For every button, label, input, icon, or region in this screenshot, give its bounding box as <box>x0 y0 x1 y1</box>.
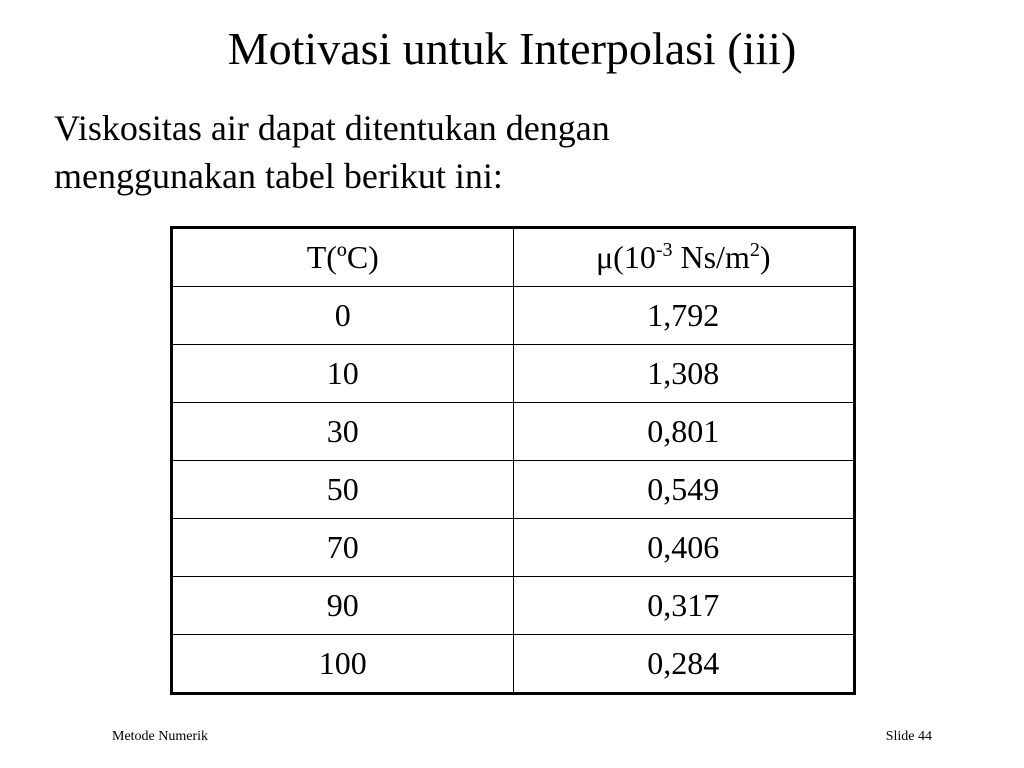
body-text <box>54 104 814 200</box>
table-row <box>172 287 855 345</box>
cell-viscosity: 1,308 <box>513 345 855 403</box>
cell-temperature: 100 <box>172 635 514 694</box>
cell-temperature: 90 <box>172 577 514 635</box>
header-viscosity-prefix: μ(10 <box>596 239 656 275</box>
table-row <box>172 403 855 461</box>
cell-viscosity: 0,284 <box>513 635 855 694</box>
cell-temperature: 0 <box>172 287 514 345</box>
table-row <box>172 577 855 635</box>
footer-course-name: Metode Numerik <box>112 729 209 744</box>
header-viscosity-unit-exponent: 2 <box>749 239 760 261</box>
table-row <box>172 461 855 519</box>
header-viscosity-suffix: ) <box>759 239 771 275</box>
table-row <box>172 519 855 577</box>
cell-viscosity: 0,406 <box>513 519 855 577</box>
table-header-row <box>172 228 855 287</box>
body-line-2: menggunakan tabel berikut ini: <box>54 156 503 196</box>
footer-slide-number: Slide 44 <box>885 729 932 744</box>
cell-viscosity: 0,549 <box>513 461 855 519</box>
slide-title: Motivasi untuk Interpolasi (iii) <box>227 23 797 74</box>
viscosity-table <box>170 226 856 695</box>
header-viscosity <box>513 228 855 287</box>
cell-temperature: 50 <box>172 461 514 519</box>
body-line-1: Viskositas air dapat ditentukan dengan <box>54 108 610 148</box>
table-row <box>172 635 855 694</box>
cell-viscosity: 0,801 <box>513 403 855 461</box>
cell-viscosity: 1,792 <box>513 287 855 345</box>
cell-temperature: 10 <box>172 345 514 403</box>
table-row <box>172 345 855 403</box>
header-temperature: T(ºC) <box>172 228 514 287</box>
cell-viscosity: 0,317 <box>513 577 855 635</box>
cell-temperature: 30 <box>172 403 514 461</box>
header-viscosity-exponent: -3 <box>655 239 673 261</box>
header-viscosity-unit: Ns/m <box>672 239 750 275</box>
cell-temperature: 70 <box>172 519 514 577</box>
